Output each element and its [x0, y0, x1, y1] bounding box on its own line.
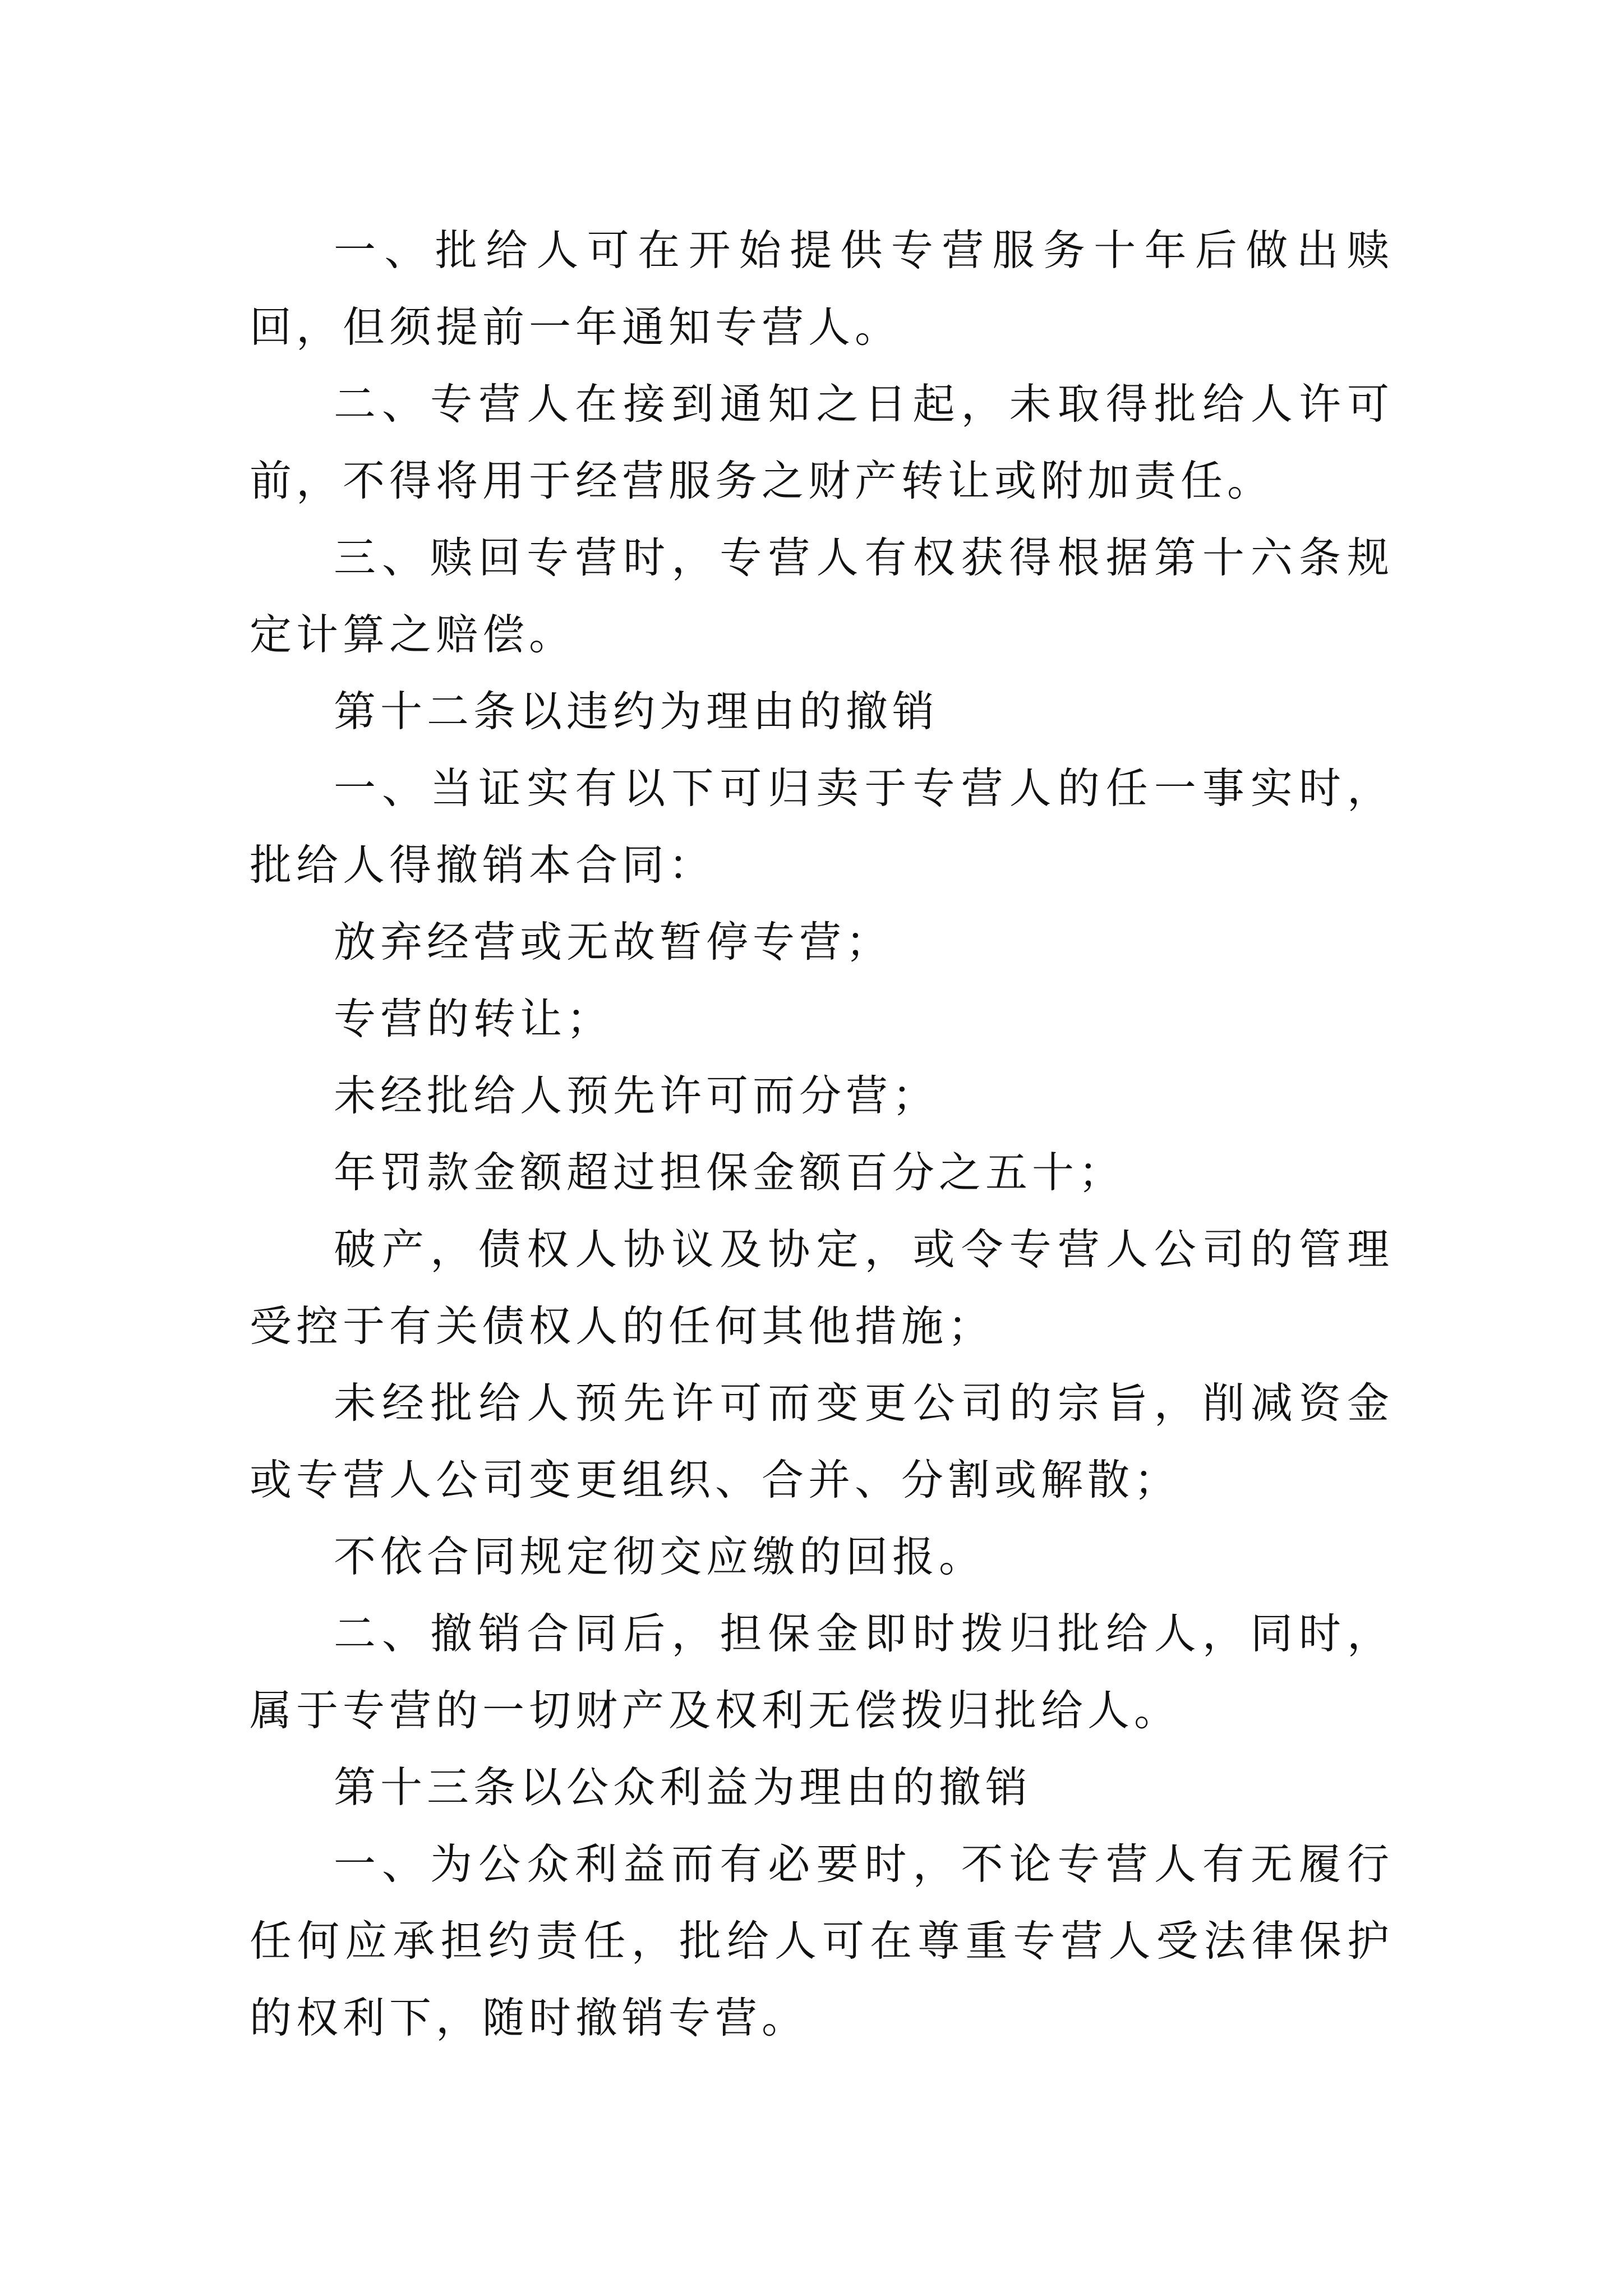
article-13-clause-1: 一、为公众利益而有必要时，不论专营人有无履行任何应承担约责任，批给人可在尊重专营人受法律保护的权利下，随时撤销专营。: [250, 1839, 1394, 2042]
document-body: [250, 212, 1394, 2056]
list-item: 不依合同规定彻交应缴的回报。: [334, 1532, 986, 1581]
article-12-clause-2: 二、撤销合同后，担保金即时拨归批给人，同时，属于专营的一切财产及权利无偿拨归批给人。: [250, 1609, 1394, 1735]
article-12-clause-1: 一、当证实有以下可归卖于专营人的任一事实时，批给人得撤销本合同：: [250, 763, 1394, 890]
paragraph-redemption-1: 一、批给人可在开始提供专营服务十年后做出赎回，但须提前一年通知专营人。: [250, 226, 1394, 352]
article-12-heading: 第十二条以违约为理由的撤销: [334, 687, 939, 736]
list-item: 未经批给人预先许可而变更公司的宗旨，削减资金或专营人公司变更组织、合并、分割或解散；: [250, 1378, 1394, 1504]
paragraph-redemption-2: 二、专营人在接到通知之日起，未取得批给人许可前，不得将用于经营服务之财产转让或附加责任。: [250, 379, 1394, 505]
list-item: 专营的转让；: [334, 994, 614, 1043]
list-item: 未经批给人预先许可而分营；: [334, 1071, 939, 1120]
paragraph-redemption-3: 三、赎回专营时，专营人有权获得根据第十六条规定计算之赔偿。: [250, 533, 1394, 659]
list-item: 破产，债权人协议及协定，或令专营人公司的管理受控于有关债权人的任何其他措施；: [250, 1225, 1394, 1351]
list-item: 放弃经营或无故暂停专营；: [334, 917, 893, 967]
article-13-heading: 第十三条以公众利益为理由的撤销: [334, 1763, 1032, 1812]
list-item: 年罚款金额超过担保金额百分之五十；: [334, 1148, 1126, 1197]
